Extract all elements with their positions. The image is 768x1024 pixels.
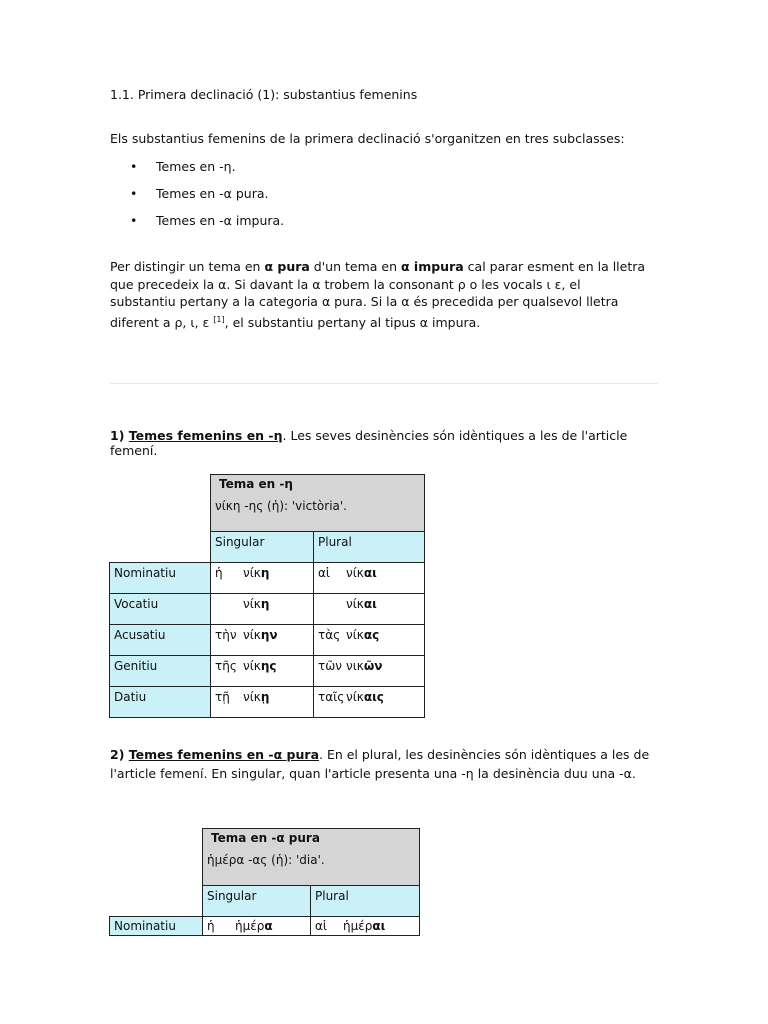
plural-header: Plural xyxy=(311,886,420,917)
case-label: Acusatiu xyxy=(110,625,211,656)
singular-form: ἡ νίκη xyxy=(211,563,314,594)
case-label: Nominatiu xyxy=(110,917,203,936)
plural-form: αἱ ἡμέραι xyxy=(311,917,420,936)
table-row xyxy=(110,917,420,936)
table-header: Tema en -η νίκη -ης (ἡ): 'victòria'. xyxy=(211,475,425,532)
case-label: Nominatiu xyxy=(110,563,211,594)
declension-table-alpha-pura xyxy=(109,828,420,936)
plural-form: τῶν νικῶν xyxy=(314,656,425,687)
plural-form: αἱ νίκαι xyxy=(314,563,425,594)
table-row xyxy=(110,625,425,656)
case-label: Genitiu xyxy=(110,656,211,687)
footnote-link[interactable]: [1] xyxy=(213,314,225,324)
list-item: • Temes en -α pura. xyxy=(110,185,284,212)
list-item: • Temes en -η. xyxy=(110,158,284,185)
plural-form: τὰς νίκας xyxy=(314,625,425,656)
singular-form: τὴν νίκην xyxy=(211,625,314,656)
case-label: Vocatiu xyxy=(110,594,211,625)
table-row xyxy=(110,656,425,687)
explanation-paragraph: Per distingir un tema en α pura d'un tema en α impura cal parar esment en la lletra que precedeix la α. Si davant la α trobem la consonant ρ o les vocals ι ε, el substantiu pertany a la categoria α pura. Si la α és precedida per qualsevol lletra diferent a ρ, ι, ε [1], el substantiu pertany al tipus α impura. xyxy=(110,259,646,330)
horizontal-divider xyxy=(110,383,658,384)
singular-form: νίκη xyxy=(211,594,314,625)
section-1-heading: 1) Temes femenins en -η. Les seves desinències són idèntiques a les de l'article femení. xyxy=(110,428,628,458)
declension-table-eta xyxy=(109,474,425,718)
singular-header: Singular xyxy=(203,886,311,917)
table-row xyxy=(110,594,425,625)
table-header: Tema en -α pura ἡμέρα -ας (ἡ): 'dia'. xyxy=(203,829,420,886)
table-row xyxy=(110,563,425,594)
plural-form: ταῖς νίκαις xyxy=(314,687,425,718)
section-heading: 1.1. Primera declinació (1): substantius femenins xyxy=(110,87,418,102)
singular-form: τῆς νίκης xyxy=(211,656,314,687)
subclass-list xyxy=(110,158,284,239)
singular-form: ἡ ἡμέρα xyxy=(203,917,311,936)
plural-form: νίκαι xyxy=(314,594,425,625)
intro-text: Els substantius femenins de la primera declinació s'organitzen en tres subclasses: xyxy=(110,131,625,146)
singular-form: τῇ νίκῃ xyxy=(211,687,314,718)
plural-header: Plural xyxy=(314,532,425,563)
singular-header: Singular xyxy=(211,532,314,563)
list-item: • Temes en -α impura. xyxy=(110,212,284,239)
table-row xyxy=(110,687,425,718)
section-2-heading: 2) Temes femenins en -α pura. En el plural, les desinències són idèntiques a les de l'article femení. En singular, quan l'article presenta una -η la desinència duu una -α. xyxy=(110,747,650,781)
case-label: Datiu xyxy=(110,687,211,718)
